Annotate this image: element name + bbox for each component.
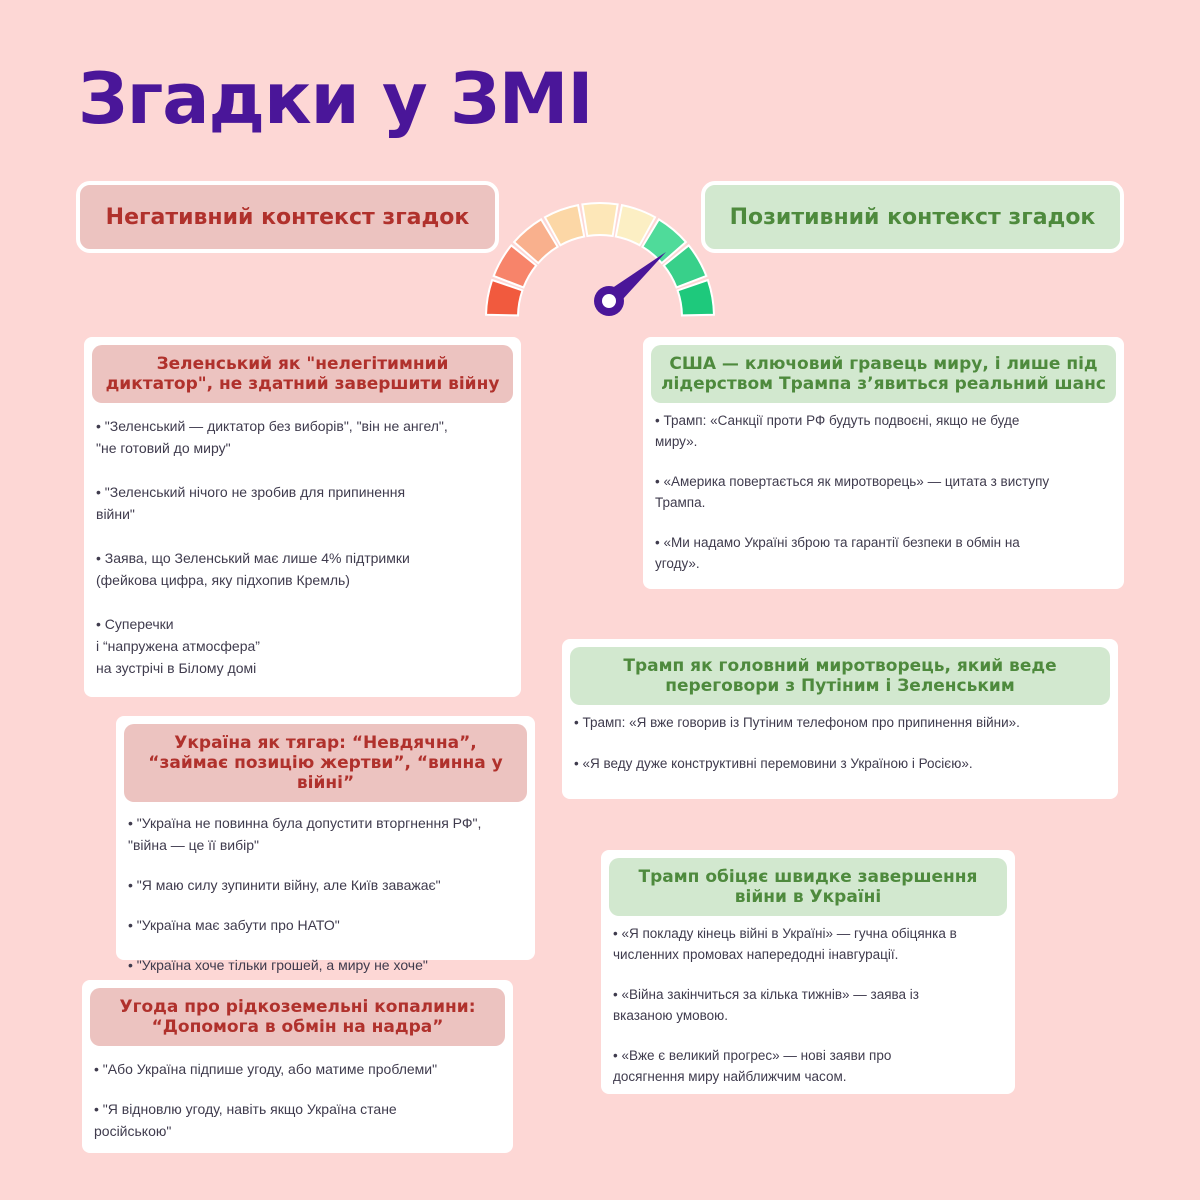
list-item: • "Зеленський нічого не зробив для припинення війни" bbox=[96, 484, 406, 522]
list-item: • "Україна хоче тільки грошей, а миру не хоче" bbox=[128, 957, 428, 973]
list-item: • «Війна закінчиться за кілька тижнів» — заява із вказаною умовою. bbox=[613, 987, 919, 1023]
card-heading: США — ключовий гравець миру, і лише під лідерством Трампа з’явиться реальний шанс bbox=[651, 345, 1116, 403]
sentiment-gauge bbox=[470, 190, 730, 325]
list-item: • «Ми надамо Україні зброю та гарантії безпеки в обмін на угоду». bbox=[655, 535, 1020, 571]
list-item: • Суперечки і “напружена атмосфера” на зустрічі в Білому домі bbox=[96, 616, 260, 676]
positive-context-label: Позитивний контекст згадок bbox=[701, 181, 1124, 253]
list-item: • "Україна не повинна була допустити вторгнення РФ", "війна — це її вибір" bbox=[128, 815, 482, 853]
list-item: • «Я покладу кінець війні в Україні» — гучна обіцянка в численних промовах напередодні інавгурації. bbox=[613, 926, 957, 962]
card-heading: Угода про рідкоземельні копалини: “Допомога в обмін на надра” bbox=[90, 988, 505, 1046]
list-item: • «Вже є великий прогрес» — нові заяви про досягнення миру найближчим часом. bbox=[613, 1048, 892, 1084]
negative-card-dictator bbox=[84, 337, 521, 697]
page-title: Згадки у ЗМІ bbox=[78, 58, 593, 140]
list-item: • Трамп: «Я вже говорив із Путіним телефоном про припинення війни». bbox=[574, 715, 1020, 730]
list-item: • "Я відновлю угоду, навіть якщо Україна стане російською" bbox=[94, 1101, 397, 1139]
gauge-segment bbox=[582, 203, 617, 236]
list-item: • «Америка повертається як миротворець» — цитата з виступу Трампа. bbox=[655, 474, 1050, 510]
positive-card-quick-end bbox=[601, 850, 1015, 1094]
positive-card-usa bbox=[643, 337, 1124, 589]
list-item: • Заява, що Зеленський має лише 4% підтримки (фейкова цифра, яку підхопив Кремль) bbox=[96, 550, 410, 588]
card-heading: Трамп обіцяє швидке завершення війни в Україні bbox=[609, 858, 1007, 916]
card-heading: Україна як тягар: “Невдячна”, “займає позицію жертви”, “винна у війні” bbox=[124, 724, 527, 802]
card-heading: Трамп як головний миротворець, який веде переговори з Путіним і Зеленським bbox=[570, 647, 1110, 705]
negative-card-minerals bbox=[82, 980, 513, 1153]
list-item: • "Або Україна підпише угоду, або матиме проблеми" bbox=[94, 1061, 438, 1077]
list-item: • "Україна має забути про НАТО" bbox=[128, 917, 340, 933]
gauge-needle-icon bbox=[594, 252, 666, 316]
list-item: • "Зеленський — диктатор без виборів", "він не ангел", "не готовий до миру" bbox=[96, 418, 448, 456]
list-item: • "Я маю силу зупинити війну, але Київ заважає" bbox=[128, 877, 441, 893]
list-item: • «Я веду дуже конструктивні перемовини з Україною і Росією». bbox=[574, 755, 973, 771]
negative-context-label: Негативний контекст згадок bbox=[76, 181, 499, 253]
negative-card-burden bbox=[116, 716, 535, 973]
positive-card-peacemaker bbox=[562, 639, 1118, 799]
list-item: • Трамп: «Санкції проти РФ будуть подвоєні, якщо не буде миру». bbox=[655, 413, 1020, 449]
card-heading: Зеленський як "нелегітимний диктатор", не здатний завершити війну bbox=[92, 345, 513, 403]
